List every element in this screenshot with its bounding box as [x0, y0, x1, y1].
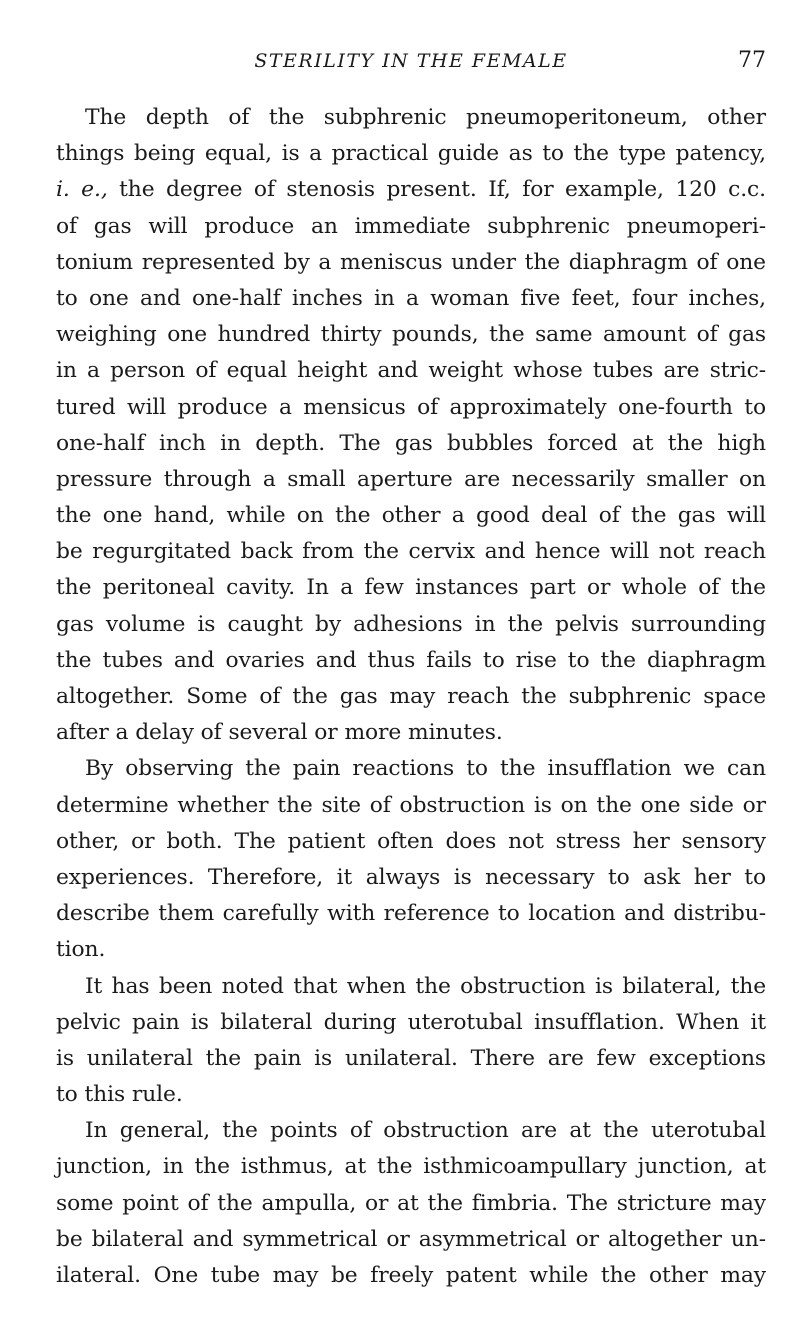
- text-line: junction, in the isthmus, at the isthmicoampullary junction, at: [56, 1154, 766, 1180]
- text-line: The depth of the subphrenic pneumoperitoneum, other: [85, 105, 766, 130]
- text-line: is unilateral the pain is unilateral. There are few exceptions: [56, 1045, 766, 1071]
- running-head: [56, 46, 766, 86]
- text-line: some point of the ampulla, or at the fimbria. The stricture may: [56, 1190, 766, 1216]
- text-line: pelvic pain is bilateral during uterotubal insufflation. When it: [56, 1009, 766, 1035]
- text-line: be regurgitated back from the cervix and hence will not reach: [56, 539, 766, 565]
- text-line: the peritoneal cavity. In a few instances part or whole of the: [56, 575, 766, 601]
- text-line: other, or both. The patient often does not stress her sensory: [56, 828, 766, 854]
- text-line: tonium represented by a meniscus under the diaphragm of one: [56, 249, 766, 275]
- text-line: pressure through a small aperture are necessarily smaller on: [56, 466, 766, 492]
- text-line: one-half inch in depth. The gas bubbles forced at the high: [56, 430, 766, 456]
- paragraph: [56, 751, 766, 968]
- text-line: experiences. Therefore, it always is necessary to ask her to: [56, 864, 766, 890]
- text-line: determine whether the site of obstruction is on the one side or: [56, 792, 766, 818]
- text-line: describe them carefully with reference to location and distribu-: [56, 901, 766, 927]
- paragraph: [56, 100, 766, 751]
- text-line: things being equal, is a practical guide as to the type patency,: [56, 141, 766, 167]
- text-line: to this rule.: [56, 1082, 183, 1108]
- text-line: after a delay of several or more minutes.: [56, 720, 503, 746]
- text-line: In general, the points of obstruction are at the uterotubal: [85, 1118, 766, 1144]
- text-line: to one and one-half inches in a woman five feet, four inches,: [56, 285, 766, 311]
- paragraph: [56, 1113, 766, 1294]
- text-line: of gas will produce an immediate subphrenic pneumoperi-: [56, 213, 766, 239]
- text-line: the one hand, while on the other a good deal of the gas will: [56, 503, 766, 529]
- text-line: gas volume is caught by adhesions in the pelvis surrounding: [56, 611, 766, 637]
- text-line: be bilateral and symmetrical or asymmetrical or altogether un-: [56, 1226, 766, 1252]
- text-line: tion.: [56, 937, 106, 963]
- text-line: weighing one hundred thirty pounds, the same amount of gas: [56, 322, 766, 348]
- body-text: [56, 100, 766, 1294]
- text-line: tured will produce a mensicus of approximately one-fourth to: [56, 394, 766, 420]
- text-line: By observing the pain reactions to the insufflation we can: [85, 756, 766, 782]
- text-line: in a person of equal height and weight whose tubes are stric-: [56, 358, 766, 384]
- text-line: altogether. Some of the gas may reach the subphrenic space: [56, 684, 766, 709]
- text-line: It has been noted that when the obstruction is bilateral, the: [85, 973, 766, 999]
- text-line: the tubes and ovaries and thus fails to rise to the diaphragm: [56, 647, 766, 673]
- paragraph: [56, 969, 766, 1114]
- text-line: ilateral. One tube may be freely patent while the other may: [56, 1263, 766, 1288]
- text-line: i. e., the degree of stenosis present. If, for example, 120 c.c.: [56, 177, 766, 203]
- running-title: STERILITY IN THE FEMALE: [254, 50, 568, 72]
- page-number: 77: [738, 48, 766, 73]
